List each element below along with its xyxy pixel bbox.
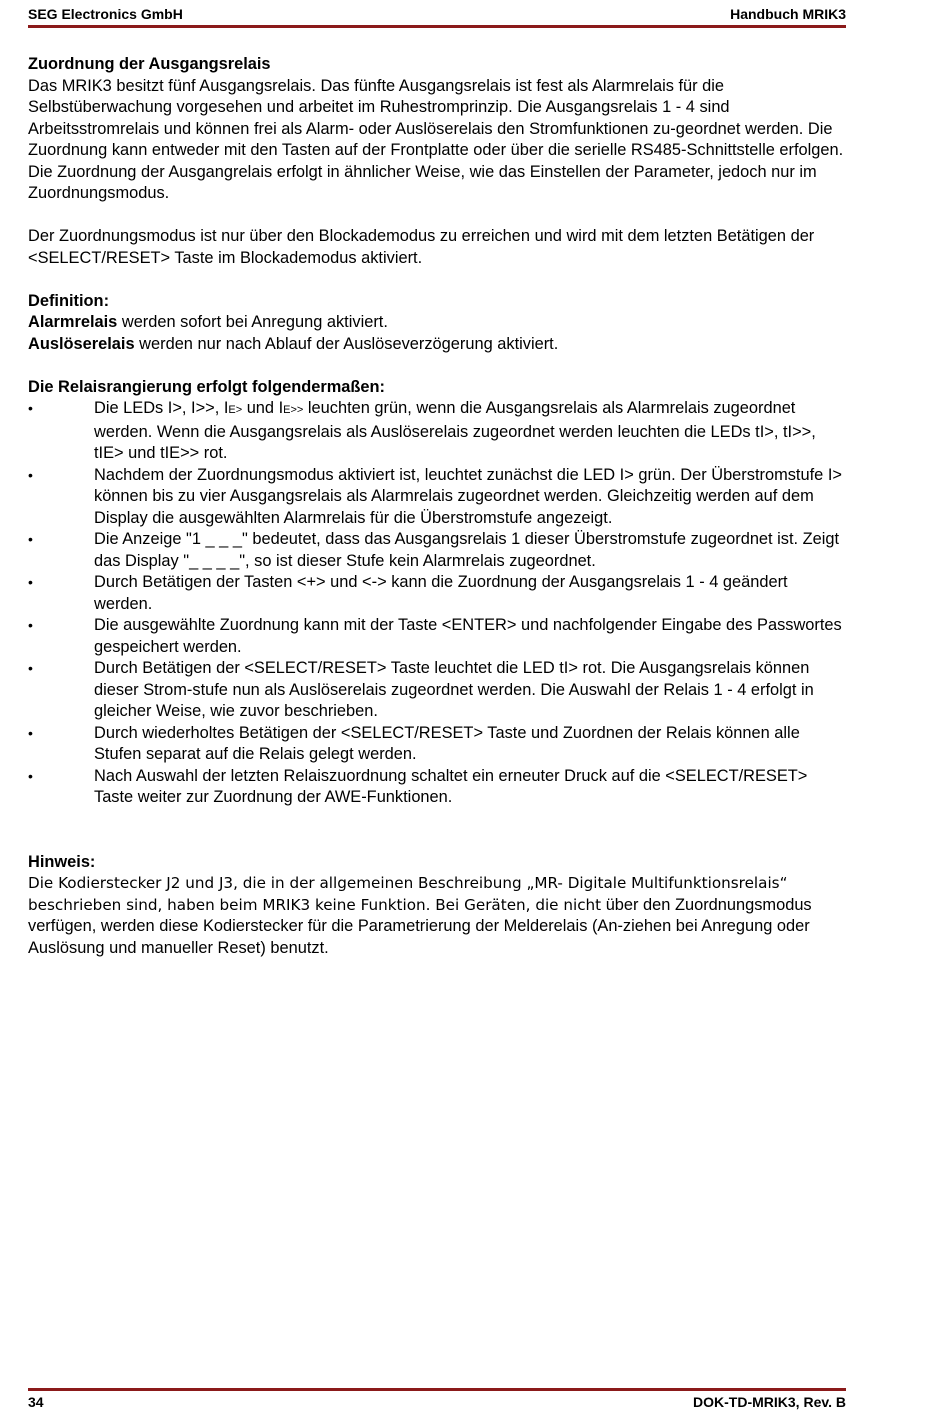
note-text (28, 873, 848, 959)
definition-trip-text: werden nur nach Ablauf der Auslöseverzögerung aktiviert. (134, 334, 559, 353)
list-item: • Nach Auswahl der letzten Relaiszuordnung schaltet ein erneuter Druck auf die <SELECT/RESET> Taste weiter zur Zuordnung der AWE-Funktionen. (28, 766, 808, 806)
section-paragraph-1: Das MRIK3 besitzt fünf Ausgangsrelais. Das fünfte Ausgangsrelais ist fest als Alarmrelais für die Selbstüberwachung vorgesehen und arbeitet im Ruhestromprinzip. Die Ausgangsrelais 1 - 4 sind Arbeitsstromrelais und können frei als Alarm- oder Auslöserelais den Stromfunktionen zu-geordnet werden. Die Zuordnung kann entweder mit den Tasten auf der Frontplatte oder über die serielle RS485-Schnittstelle erfolgen. Die Zuordnung der Ausgangrelais erfolgt in ähnlicher Weise, wie das Einstellen der Parameter, jedoch nur im Zuordnungsmodus. (28, 76, 844, 202)
definition-trip (28, 334, 848, 356)
company-name: SEG Electronics GmbH (28, 6, 183, 22)
page-content (28, 54, 848, 959)
bullet-icon: • (28, 724, 33, 741)
definition-alarm (28, 312, 848, 334)
bullet-icon: • (28, 531, 33, 547)
section-title: Zuordnung der Ausgangsrelais (28, 55, 271, 73)
note-text-part-b: über den Zuordnungsmodus verfügen, werden diese Kodierstecker für die Parametrierung der Melderelais (An-ziehen bei Anregung oder Auslösung und manueller Reset) benutzt. (28, 895, 812, 957)
list-item: • Durch Betätigen der Tasten <+> und <-> kann die Zuordnung der Ausgangsrelais 1 - 4 geändert werden. (28, 573, 788, 613)
list-item: • Durch Betätigen der <SELECT/RESET> Taste leuchtet die LED tI> rot. Die Ausgangsrelais können dieser Strom-stufe nun als Auslöserelais zugeordnet werden. Die Auswahl der Relais 1 - 4 erfolgt in gleicher Weise, wie zuvor beschrieben. (28, 659, 814, 720)
bullet-icon: • (28, 400, 33, 416)
definition-alarm-term: Alarmrelais (28, 313, 118, 331)
bullet-icon: • (28, 660, 33, 676)
bullet-icon: • (28, 574, 33, 590)
bullet-icon: • (28, 767, 33, 784)
document-id: DOK-TD-MRIK3, Rev. B (693, 1394, 846, 1410)
footer-rule (28, 1388, 846, 1391)
list-item: • Die LEDs I>, I>>, IE> und IE>> leuchten grün, wenn die Ausgangsrelais als Alarmrelais zugeordnet werden. Wenn die Ausgangsrelais als Auslöserelais zugeordnet werden leuchten die LEDs tI>, tI>>, tIE> und tIE>> rot. (28, 399, 816, 462)
definition-trip-term: Auslöserelais (28, 334, 135, 353)
definition-alarm-text: werden sofort bei Anregung aktiviert. (117, 313, 388, 331)
list-item: • Die ausgewählte Zuordnung kann mit der Taste <ENTER> und nachfolgender Eingabe des Passwortes gespeichert werden. (28, 616, 842, 656)
note-text-part-a: Die Kodierstecker J2 und J3, die in der allgemeinen Beschreibung „MR- Digitale Multifunktionsrelais“ beschrieben sind, haben beim MRIK3 keine Funktion. Bei Geräten, die nicht (28, 874, 788, 914)
definition-heading: Definition: (28, 291, 110, 310)
bullet-icon: • (28, 466, 33, 483)
page-footer (28, 1394, 846, 1412)
manual-title: Handbuch MRIK3 (730, 6, 846, 22)
list-item: • Die Anzeige "1 _ _ _" bedeutet, dass das Ausgangsrelais 1 dieser Überstromstufe zugeordnet ist. Zeigt das Display "_ _ _ _", so ist dieser Stufe kein Alarmrelais zugeordnet. (28, 530, 840, 570)
page-number: 34 (28, 1394, 44, 1410)
list-item: • Nachdem der Zuordnungsmodus aktiviert ist, leuchtet zunächst die LED I> grün. Der Überstromstufe I> können bis zu vier Ausgangsrelais als Alarmrelais zugeordnet werden. Gleichzeitig werden auf dem Display die ausgewählten Alarmrelais für die Überstromstufe angezeigt. (28, 465, 842, 527)
procedure-list (28, 398, 848, 809)
bullet-icon: • (28, 617, 33, 633)
note-heading: Hinweis: (28, 852, 96, 871)
procedure-heading: Die Relaisrangierung erfolgt folgendermaßen: (28, 377, 386, 396)
header-rule (28, 25, 846, 28)
list-item: • Durch wiederholtes Betätigen der <SELECT/RESET> Taste und Zuordnen der Relais können alle Stufen separat auf die Relais gelegt werden. (28, 723, 800, 763)
section-paragraph-2: Der Zuordnungsmodus ist nur über den Blockademodus zu erreichen und wird mit dem letzten Betätigen der <SELECT/RESET> Taste im Blockademodus aktiviert. (28, 227, 815, 267)
